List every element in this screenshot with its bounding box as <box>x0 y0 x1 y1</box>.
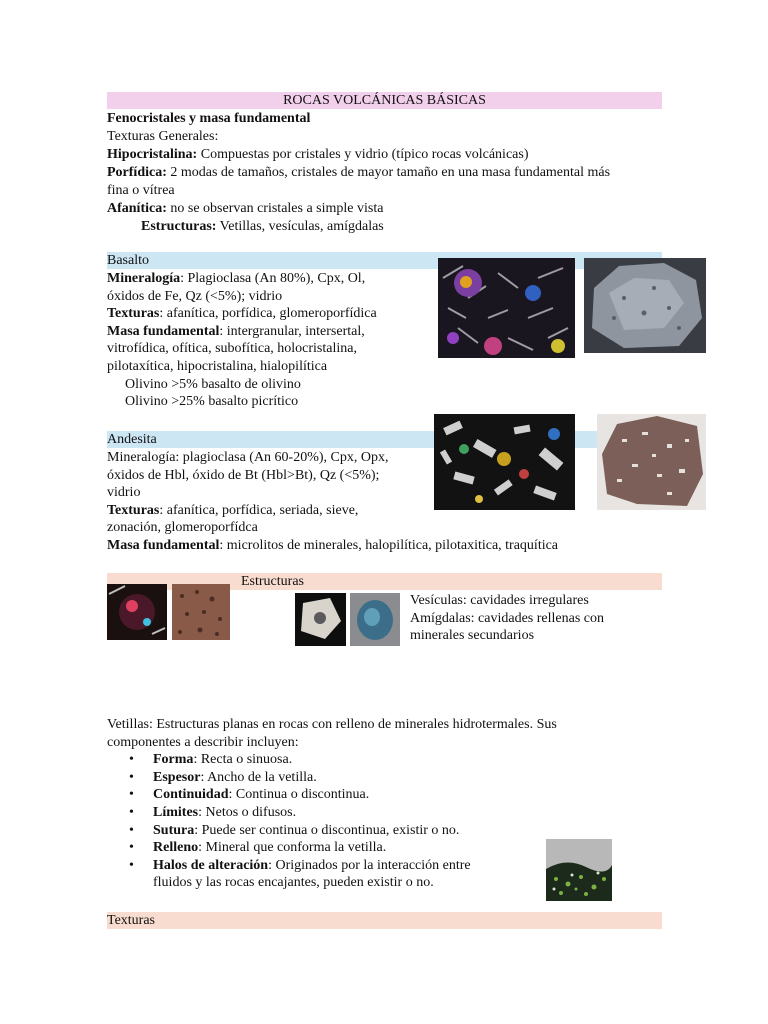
list-item: • Límites: Netos o difusos. <box>107 804 667 822</box>
basalto-mineralogia: Mineralogía: Plagioclasa (An 80%), Cpx, Ol, <box>107 271 366 286</box>
texturas-banner <box>107 912 662 929</box>
basalto-banner <box>107 252 662 269</box>
basalto-masa-2: vitrofídica, ofítica, subofítica, holocristalina, <box>107 341 357 357</box>
intro-heading: Fenocristales y masa fundamental <box>107 111 311 126</box>
porfidica-line: Porfídica: 2 modas de tamaños, cristales de mayor tamaño en una masa fundamental más <box>107 165 611 180</box>
andesita-texturas-2: zonación, glomeroporfídca <box>107 520 258 536</box>
estructuras-image-1 <box>107 584 167 640</box>
andesita-mineralogia: Mineralogía: plagioclasa (An 60-20%), Cpx, Opx, <box>107 450 389 465</box>
andesita-section <box>107 449 437 537</box>
andesita-texturas: Texturas: afanítica, porfídica, seriada, sieve, <box>107 502 359 518</box>
vesiculas-line: Vesículas: cavidades irregulares <box>410 593 589 608</box>
estructuras-image-4 <box>350 593 400 646</box>
andesita-mineralogia-3: vidrio <box>107 485 141 501</box>
andesita-thin-section-image <box>434 414 575 510</box>
andesita-masa: Masa fundamental: microlitos de minerales, halopilítica, pilotaxitica, traquítica <box>107 538 559 553</box>
afanitica-line: Afanítica: no se observan cristales a simple vista <box>107 201 384 216</box>
title-banner <box>107 92 662 109</box>
vetilla-rock-image <box>546 839 612 901</box>
basalto-masa: Masa fundamental: intergranular, intersertal, <box>107 323 365 339</box>
basalto-thin-section-image <box>438 258 575 358</box>
intro-subheading: Texturas Generales: <box>107 129 219 144</box>
list-item: • Forma: Recta o sinuosa. <box>107 751 667 769</box>
intro-section <box>107 110 667 236</box>
andesita-hand-sample-image <box>597 414 706 510</box>
estructuras-text <box>410 592 604 645</box>
basalto-section <box>107 270 437 411</box>
hipocristalina-line: Hipocristalina: Compuestas por cristales y vidrio (típico rocas volcánicas) <box>107 147 529 162</box>
list-item: • Continuidad: Continua o discontinua. <box>107 786 667 804</box>
porfidica-line-2: fina o vítrea <box>107 183 175 198</box>
amigdalas-line: Amígdalas: cavidades rellenas con <box>410 610 604 626</box>
basalto-mineralogia-2: óxidos de Fe, Qz (<5%); vidrio <box>107 288 283 304</box>
basalto-texturas: Texturas: afanítica, porfídica, glomeroporfídica <box>107 306 377 322</box>
estructuras-image-3 <box>295 593 346 646</box>
list-item: • Halos de alteración: Originados por la interacción entre fluidos y las rocas encajantes, pueden existir o no. <box>107 857 667 892</box>
amigdalas-line-2: minerales secundarios <box>410 628 535 644</box>
andesita-mineralogia-2: óxidos de Hbl, óxido de Bt (Hbl>Bt), Qz (<5%); <box>107 467 380 483</box>
basalto-hand-sample-image <box>584 258 706 353</box>
basalto-olivino-2: Olivino >25% basalto picrítico <box>125 394 299 410</box>
basalto-olivino-1: Olivino >5% basalto de olivino <box>125 376 301 392</box>
halo-continuation: fluidos y las rocas encajantes, pueden existir o no. <box>153 875 434 891</box>
andesita-banner <box>107 431 662 448</box>
estructuras-banner-label: Estructuras <box>241 574 304 589</box>
list-item: • Sutura: Puede ser continua o discontinua, existir o no. <box>107 822 667 840</box>
estructuras-image-2 <box>172 584 230 640</box>
texturas-banner-label: Texturas <box>107 913 156 928</box>
page-title: ROCAS VOLCÁNICAS BÁSICAS <box>283 93 486 108</box>
vetillas-intro: Vetillas: Estructuras planas en rocas con relleno de minerales hidrotermales. Sus <box>107 717 557 732</box>
list-item: • Relleno: Mineral que conforma la vetilla. <box>107 839 667 857</box>
basalto-masa-3: pilotaxítica, hipocristalina, hialopilítica <box>107 358 328 374</box>
basalto-banner-label: Basalto <box>107 253 149 268</box>
vetillas-intro-2: componentes a describir incluyen: <box>107 734 299 750</box>
estructuras-line: Estructuras: Vetillas, vesículas, amígdalas <box>141 219 384 234</box>
andesita-banner-label: Andesita <box>107 432 157 447</box>
list-item: • Espesor: Ancho de la vetilla. <box>107 769 667 787</box>
